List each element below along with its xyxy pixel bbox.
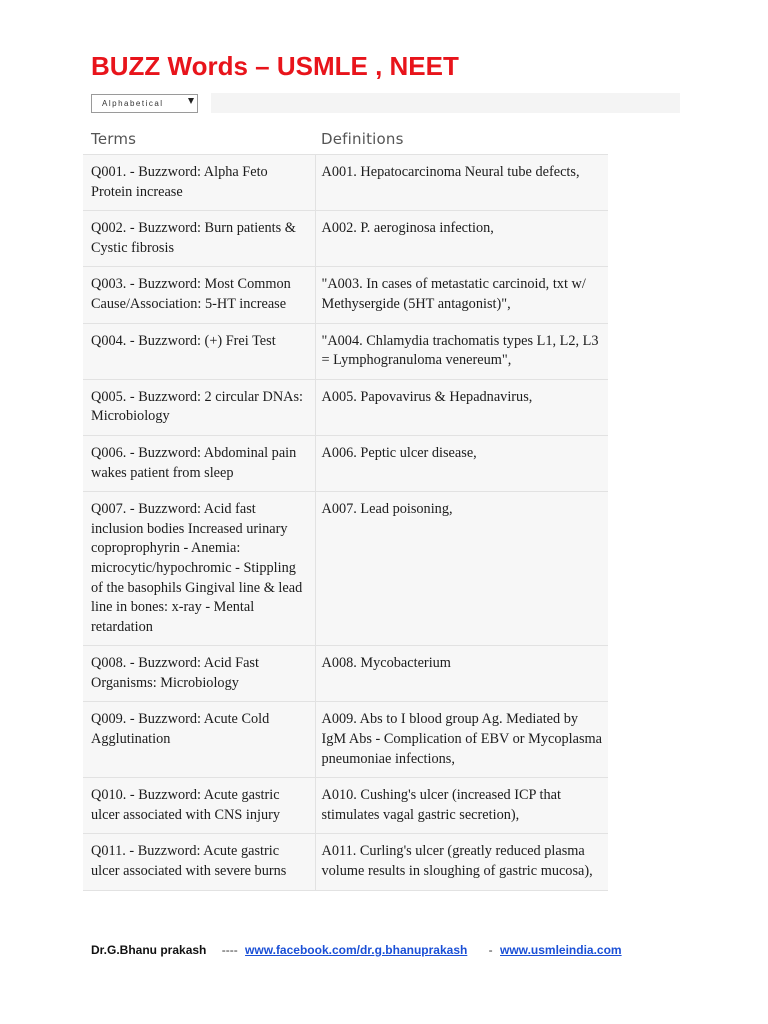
term-cell: Q009. - Buzzword: Acute Cold Agglutination xyxy=(83,702,315,778)
term-cell: Q004. - Buzzword: (+) Frei Test xyxy=(83,323,315,379)
footer-separator: ---- xyxy=(221,943,238,957)
term-cell: Q002. - Buzzword: Burn patients & Cystic fibrosis xyxy=(83,211,315,267)
table-row xyxy=(83,211,608,267)
definition-cell: "A003. In cases of metastatic carcinoid, txt w/ Methysergide (5HT antagonist)", xyxy=(315,267,608,323)
definition-cell: A009. Abs to I blood group Ag. Mediated by IgM Abs - Complication of EBV or Mycoplasma pneumoniae infections, xyxy=(315,702,608,778)
definition-cell: A005. Papovavirus & Hepadnavirus, xyxy=(315,379,608,435)
definition-cell: A010. Cushing's ulcer (increased ICP that stimulates vagal gastric secretion), xyxy=(315,778,608,834)
term-cell: Q005. - Buzzword: 2 circular DNAs: Microbiology xyxy=(83,379,315,435)
table-row xyxy=(83,155,608,211)
sort-dropdown[interactable] xyxy=(91,94,198,113)
table-row xyxy=(83,702,608,778)
sort-dropdown-value: Alphabetical xyxy=(102,99,164,108)
term-cell: Q011. - Buzzword: Acute gastric ulcer associated with severe burns xyxy=(83,834,315,890)
definition-cell: A002. P. aeroginosa infection, xyxy=(315,211,608,267)
terms-column-header: Terms xyxy=(91,130,137,148)
definition-cell: A008. Mycobacterium xyxy=(315,646,608,702)
definition-cell: A007. Lead poisoning, xyxy=(315,492,608,646)
term-cell: Q007. - Buzzword: Acid fast inclusion bodies Increased urinary coproprophyrin - Anemia: microcytic/hypochromic - Stippling of the basophils Gingival line & lead line in bones: x-ray - Mental retardation xyxy=(83,492,315,646)
facebook-link[interactable]: www.facebook.com/dr.g.bhanuprakash xyxy=(245,943,468,957)
footer-author: Dr.G.Bhanu prakash xyxy=(91,943,207,957)
table-row xyxy=(83,379,608,435)
definition-cell: A006. Peptic ulcer disease, xyxy=(315,435,608,491)
term-cell: Q010. - Buzzword: Acute gastric ulcer associated with CNS injury xyxy=(83,778,315,834)
toolbar-strip xyxy=(211,93,680,113)
term-cell: Q003. - Buzzword: Most Common Cause/Association: 5-HT increase xyxy=(83,267,315,323)
term-cell: Q006. - Buzzword: Abdominal pain wakes patient from sleep xyxy=(83,435,315,491)
website-link[interactable]: www.usmleindia.com xyxy=(500,943,622,957)
term-cell: Q008. - Buzzword: Acid Fast Organisms: Microbiology xyxy=(83,646,315,702)
flashcard-table xyxy=(83,154,608,891)
table-row xyxy=(83,492,608,646)
footer-separator: - xyxy=(488,943,493,957)
definitions-column-header: Definitions xyxy=(321,130,404,148)
page-title: BUZZ Words – USMLE , NEET xyxy=(91,51,459,81)
definition-cell: "A004. Chlamydia trachomatis types L1, L2, L3 = Lymphogranuloma venereum", xyxy=(315,323,608,379)
table-row xyxy=(83,323,608,379)
table-row xyxy=(83,778,608,834)
table-row xyxy=(83,834,608,890)
page-footer xyxy=(91,943,622,957)
table-row xyxy=(83,267,608,323)
chevron-down-icon xyxy=(188,98,194,104)
table-row xyxy=(83,646,608,702)
definition-cell: A011. Curling's ulcer (greatly reduced plasma volume results in sloughing of gastric mucosa), xyxy=(315,834,608,890)
term-cell: Q001. - Buzzword: Alpha Feto Protein increase xyxy=(83,155,315,211)
table-row xyxy=(83,435,608,491)
definition-cell: A001. Hepatocarcinoma Neural tube defects, xyxy=(315,155,608,211)
